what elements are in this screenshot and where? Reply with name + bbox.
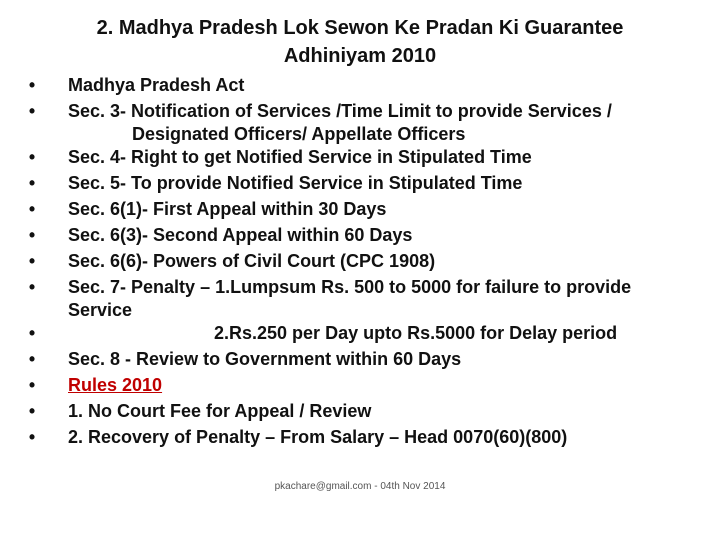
rules-heading: Rules 2010 [68, 375, 163, 395]
bullet-icon: • [28, 101, 36, 121]
list-item-sec-3 [22, 98, 712, 144]
list-item-text: Sec. 6(1)- First Appeal within 30 Days [68, 199, 387, 219]
page-title: 2. Madhya Pradesh Lok Sewon Ke Pradan Ki Guarantee Adhiniyam 2010 [96, 17, 624, 67]
bullet-icon: • [28, 173, 36, 193]
list-item-sec-8 [22, 346, 712, 372]
list-item-mp-act [22, 72, 712, 98]
bullet-icon: • [28, 401, 36, 421]
list-item-text: Sec. 8 - Review to Government within 60 Days [68, 349, 462, 369]
list-item-text: Sec. 7- Penalty – 1.Lumpsum Rs. 500 to 5000 for failure to provide [68, 277, 632, 297]
list-item-text: Sec. 5- To provide Notified Service in Stipulated Time [68, 173, 523, 193]
list-item-text: 2.Rs.250 per Day upto Rs.5000 for Delay period [214, 323, 618, 343]
list-item-sec-6-1 [22, 196, 712, 222]
bullet-icon: • [28, 147, 36, 167]
bullet-icon: • [28, 323, 36, 343]
bullet-icon: • [28, 251, 36, 271]
list-item-sec-7 [22, 274, 712, 320]
list-item-court-fee [22, 398, 712, 424]
list-item-text: Sec. 6(3)- Second Appeal within 60 Days [68, 225, 413, 245]
list-item-delay-penalty [22, 320, 712, 346]
list-item-continuation: Service [68, 300, 133, 320]
list-item-recovery [22, 424, 712, 450]
list-item-sec-6-6 [22, 248, 712, 274]
list-item-text: Sec. 4- Right to get Notified Service in Stipulated Time [68, 147, 532, 167]
list-item-sec-4 [22, 144, 712, 170]
bullet-icon: • [28, 277, 36, 297]
list-item-sec-5 [22, 170, 712, 196]
list-item-rules [22, 372, 712, 398]
list-item-continuation: Designated Officers/ Appellate Officers [132, 124, 466, 144]
list-item-text: Madhya Pradesh Act [68, 75, 245, 95]
bullet-icon: • [28, 225, 36, 245]
list-item-sec-6-3 [22, 222, 712, 248]
bullet-icon: • [28, 75, 36, 95]
bullet-list [22, 72, 712, 450]
bullet-icon: • [28, 375, 36, 395]
bullet-icon: • [28, 349, 36, 369]
footer-text: pkachare@gmail.com - 04th Nov 2014 [274, 481, 446, 492]
list-item-text: Sec. 6(6)- Powers of Civil Court (CPC 1908) [68, 251, 436, 271]
list-item-text: 2. Recovery of Penalty – From Salary – Head 0070(60)(800) [68, 427, 568, 447]
list-item-text: 1. No Court Fee for Appeal / Review [68, 401, 372, 421]
bullet-icon: • [28, 427, 36, 447]
list-item-text: Sec. 3- Notification of Services /Time Limit to provide Services / [68, 101, 612, 121]
bullet-icon: • [28, 199, 36, 219]
